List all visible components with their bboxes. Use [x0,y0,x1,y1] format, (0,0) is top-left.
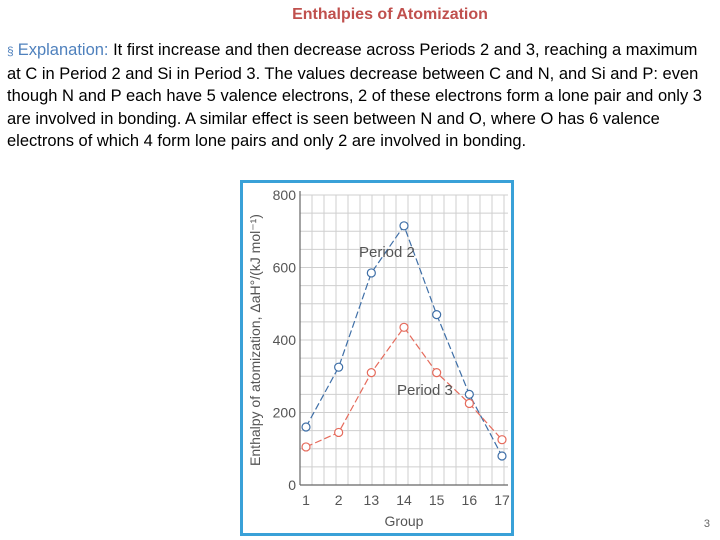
explanation-text: It first increase and then decrease across Periods 2 and 3, reaching a maximum at C in Period 2 and Si in Period 3. The values decrease between C and N, and Si and P: even though N and P each have 5 valence electrons, 2 of these electrons form a lone pair and only 3 are involved in bonding. A similar effect is seen between N and O, where O has 6 valence electrons of which 4 form lone pairs and only 2 are involved in bonding. [7,41,702,150]
series-period-3-point [498,436,506,444]
series-period-3-point [367,369,375,377]
x-axis-title: Group [384,513,424,529]
bullet-icon: § [7,44,14,58]
chart-frame [240,180,514,536]
series-period-2-point [302,423,310,431]
y-axis-title: Enthalpy of atomization, ΔaH°/(kJ mol⁻¹) [247,214,263,466]
y-tick-label: 400 [272,332,296,348]
slide-title: Enthalpies of Atomization [292,6,488,23]
series-period-3-label: Period 3 [397,382,453,399]
explanation-label: Explanation: [17,41,109,59]
y-tick-label: 600 [272,259,296,276]
series-period-2-point [335,363,343,371]
chart-axes [300,191,508,485]
enthalpy-chart [243,183,511,533]
x-tick-label: 17 [494,492,510,508]
series-period-2-point [498,452,506,460]
series-period-2-point [465,390,473,398]
y-tick-label: 200 [272,404,296,421]
x-tick-label: 13 [363,492,380,508]
x-tick-label: 2 [334,492,343,508]
x-tick-label: 15 [428,492,445,508]
x-tick-label: 1 [302,492,310,508]
page-number: 3 [703,518,710,530]
series-period-3-point [400,323,408,331]
x-tick-label: 16 [461,492,478,508]
y-tick-label: 0 [288,477,296,493]
series-period-3-point [465,399,473,407]
series-period-2-point [367,269,375,277]
x-tick-label: 14 [396,492,412,508]
chart-grid [300,195,508,485]
series-period-3-point [302,443,310,451]
series-period-2-point [400,222,408,230]
series-period-2-label: Period 2 [359,244,415,261]
series-period-3-point [335,428,343,436]
series-period-2-point [433,311,441,319]
explanation-paragraph [7,39,712,153]
y-tick-label: 800 [272,187,296,203]
series-period-3-point [433,369,441,377]
